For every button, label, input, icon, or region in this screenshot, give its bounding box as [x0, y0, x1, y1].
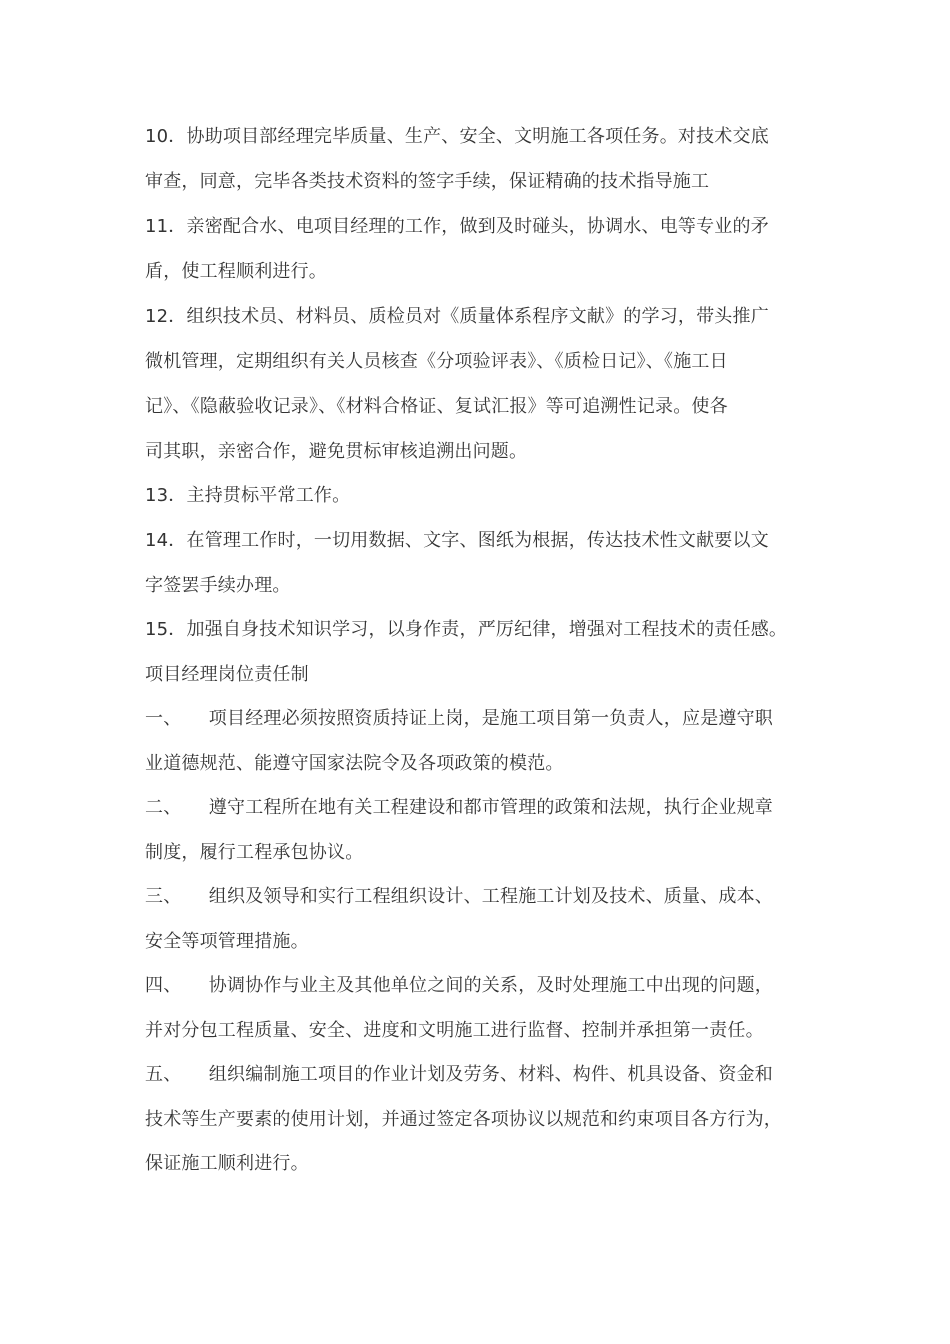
- text-line: 字签罢手续办理。: [145, 575, 291, 596]
- text-line: 技术等生产要素的使用计划，并通过签定各项协议以规范和约束项目各方行为，: [145, 1109, 782, 1130]
- text-line: 二、 遵守工程所在地有关工程建设和都市管理的政策和法规，执行企业规章: [145, 797, 773, 818]
- text-line: 10．协助项目部经理完毕质量、生产、安全、文明施工各项任务。对技术交底: [145, 126, 769, 147]
- text-line: 司其职，亲密合作，避免贯标审核追溯出问题。: [145, 441, 528, 462]
- text-line: 14．在管理工作时，一切用数据、文字、图纸为根据，传达技术性文献要以文: [145, 530, 769, 551]
- section-heading: 项目经理岗位责任制: [145, 664, 309, 685]
- text-line: 11．亲密配合水、电项目经理的工作，做到及时碰头，协调水、电等专业的矛: [145, 216, 769, 237]
- text-line: 盾，使工程顺利进行。: [145, 261, 327, 282]
- text-line: 12．组织技术员、材料员、质检员对《质量体系程序文献》的学习，带头推广: [145, 306, 769, 327]
- text-line: 记》、《隐蔽验收记录》、《材料合格证、复试汇报》等可追溯性记录。使各: [145, 396, 728, 417]
- text-line: 并对分包工程质量、安全、进度和文明施工进行监督、控制并承担第一责任。: [145, 1020, 764, 1041]
- text-line: 四、 协调协作与业主及其他单位之间的关系，及时处理施工中出现的问题，: [145, 975, 773, 996]
- text-line: 审查，同意，完毕各类技术资料的签字手续，保证精确的技术指导施工: [145, 171, 710, 192]
- text-line: 保证施工顺利进行。: [145, 1153, 309, 1174]
- text-line: 五、 组织编制施工项目的作业计划及劳务、材料、构件、机具设备、资金和: [145, 1064, 773, 1085]
- text-line: 业道德规范、能遵守国家法院令及各项政策的模范。: [145, 753, 564, 774]
- text-line: 一、 项目经理必须按照资质持证上岗，是施工项目第一负责人，应是遵守职: [145, 708, 773, 729]
- text-line: 13．主持贯标平常工作。: [145, 485, 351, 506]
- text-line: 三、 组织及领导和实行工程组织设计、工程施工计划及技术、质量、成本、: [145, 886, 773, 907]
- text-line: 15．加强自身技术知识学习，以身作责，严厉纪律，增强对工程技术的责任感。: [145, 619, 788, 640]
- text-line: 安全等项管理措施。: [145, 931, 309, 952]
- text-line: 微机管理，定期组织有关人员核查《分项验评表》、《质检日记》、《施工日: [145, 351, 728, 372]
- text-line: 制度，履行工程承包协议。: [145, 842, 364, 863]
